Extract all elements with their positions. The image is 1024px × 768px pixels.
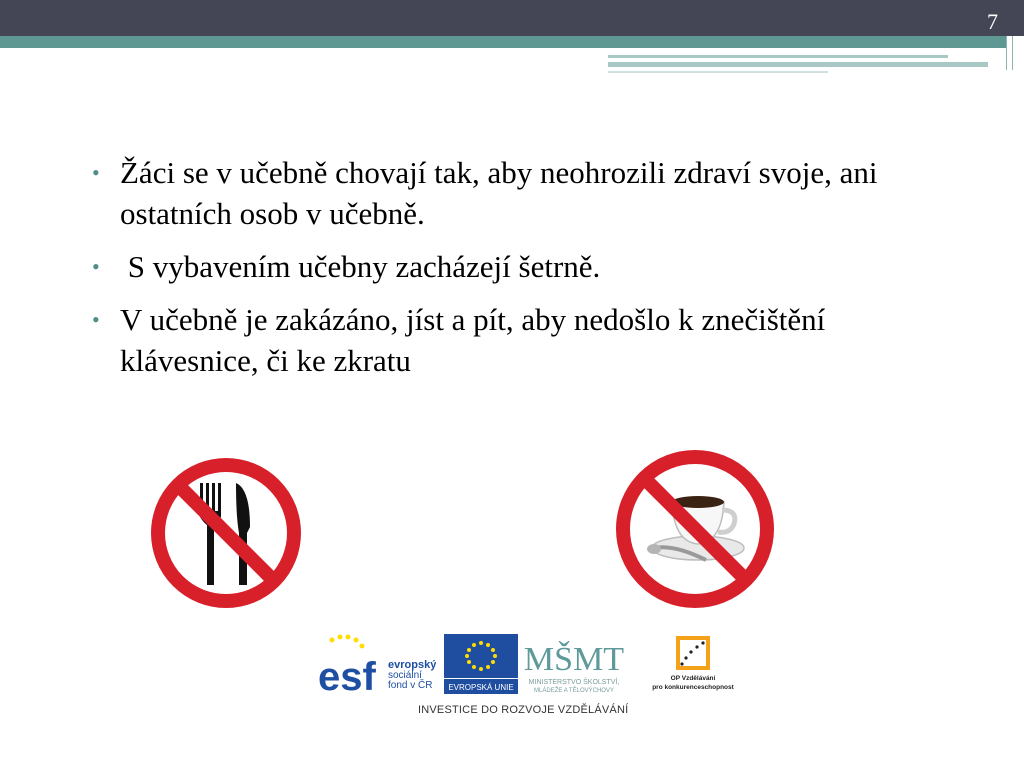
bullet-icon: • (92, 307, 100, 332)
eu-label: EVROPSKÁ UNIE (448, 683, 514, 692)
funding-logos (318, 632, 738, 722)
bullet-text: V učebně je zakázáno, jíst a pít, aby nedošlo k znečištění klávesnice, či ke zkratu (120, 302, 826, 378)
esf-line1: evropský (388, 659, 436, 671)
msmt-mark: MŠMT (523, 641, 625, 678)
bullet-text: Žáci se v učebně chovají tak, aby neohrozili zdraví svoje, ani ostatních osob v učebně. (120, 155, 878, 231)
op-line2: pro konkurenceschopnost (652, 684, 734, 691)
no-eating-sign-icon (150, 457, 302, 609)
op-vzdelavani-logo (648, 632, 738, 694)
no-drinking-sign-icon (614, 448, 776, 610)
slide-number: 7 (987, 9, 998, 34)
accent-line (608, 55, 948, 58)
esf-line3: fond v ČR (388, 680, 433, 691)
bullet-item (86, 299, 966, 381)
msmt-logo (522, 632, 626, 694)
teal-accent-band (0, 36, 1024, 48)
esf-mark: esf (318, 655, 376, 694)
msmt-line2: MLÁDEŽE A TĚLOVÝCHOVY (534, 688, 614, 694)
accent-line (608, 71, 828, 73)
corner-decoration (1006, 36, 1024, 70)
top-header-bar (0, 0, 1024, 36)
esf-line2: sociální (388, 670, 422, 681)
msmt-line1: MINISTERSTVO ŠKOLSTVÍ, (528, 679, 620, 686)
bullet-text: S vybavením učebny zacházejí šetrně. (120, 249, 601, 284)
bullet-item (86, 152, 966, 234)
bullet-list (86, 152, 966, 393)
accent-line (608, 62, 988, 67)
bullet-item (86, 246, 966, 287)
op-line1: OP Vzdělávání (670, 675, 716, 682)
bullet-icon: • (92, 160, 100, 185)
esf-logo (318, 632, 436, 694)
bullet-icon: • (92, 254, 100, 279)
eu-flag-logo (444, 634, 518, 694)
logos-caption: INVESTICE DO ROZVOJE VZDĚLÁVÁNÍ (418, 704, 629, 716)
